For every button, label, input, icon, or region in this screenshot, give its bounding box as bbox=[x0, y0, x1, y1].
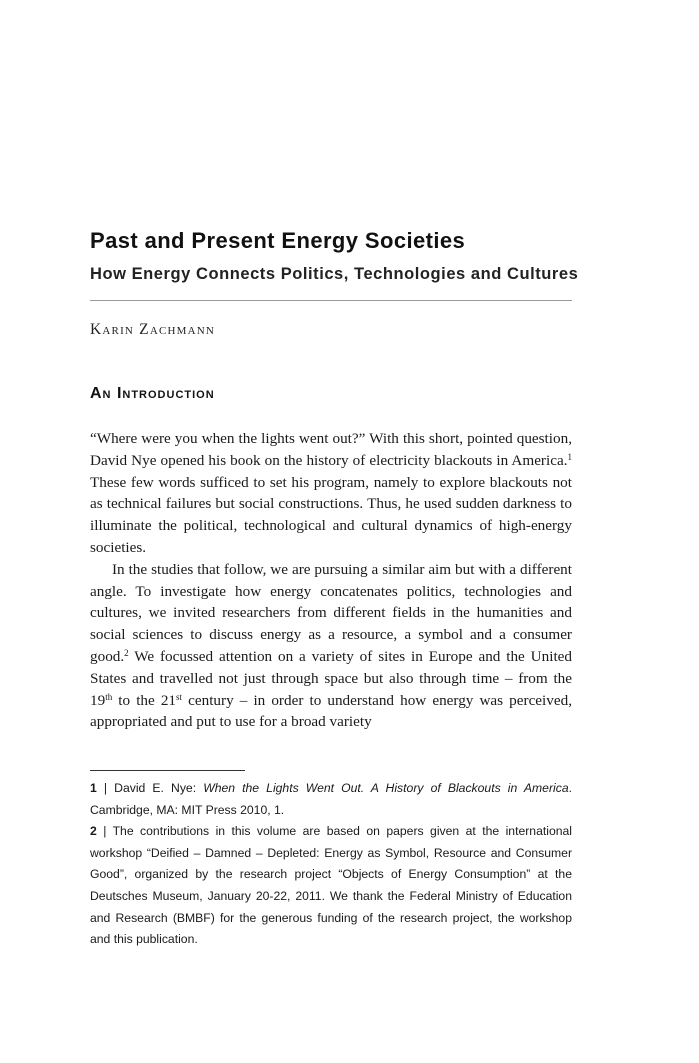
footnote-1-author: David E. Nye: bbox=[114, 781, 204, 795]
footnotes bbox=[90, 778, 572, 951]
footnote-1-number: 1 bbox=[90, 781, 97, 795]
paragraph-2-text-a: In the studies that follow, we are pursuing a similar aim but with a different angle. To investigate how energy concatenates politics, technologies and cultures, we invited researchers from different fields in the humanities and social sciences to discuss energy as a resource, a symbol and a consumer good. bbox=[90, 560, 572, 665]
paragraph-2-text-d: century – in order to understand how energy was perceived, appropriated and put to use for a broad variety bbox=[90, 691, 572, 731]
paragraph-1 bbox=[90, 428, 572, 559]
chapter-title: Past and Present Energy Societies bbox=[90, 228, 466, 253]
paragraph-1-text-b: These few words sufficed to set his program, namely to explore blackouts not as technical failures but social constructions. Thus, he used sudden darkness to illuminate the political, technological and cultural dynamics of high-energy societies. bbox=[90, 473, 572, 556]
paragraph-2 bbox=[90, 559, 572, 733]
footnote-2-text: The contributions in this volume are based on papers given at the international workshop “Deified – Damned – Depleted: Energy as Symbol, Resource and Consumer Good”, organized by the research project “Objects of Energy Consumption” at the Deutsches Museum, January 20-22, 2011. We thank the Federal Ministry of Education and Research (BMBF) for the generous funding of the research project, the workshop and this publication. bbox=[90, 824, 572, 947]
footnote-2-number: 2 bbox=[90, 824, 97, 839]
footnote-2-separator: | bbox=[96, 824, 113, 839]
footnote-ref-1: 1 bbox=[567, 451, 572, 462]
chapter-subtitle: How Energy Connects Politics, Technologies and Cultures bbox=[90, 265, 579, 283]
footnote-1 bbox=[90, 778, 572, 821]
title-divider bbox=[90, 300, 572, 301]
section-heading: An Introduction bbox=[90, 385, 215, 402]
ordinal-suffix-th: th bbox=[105, 691, 113, 702]
paragraph-2-text-b: We focussed attention on a variety of sites in Europe and the United States and travelled not just through space but also through time – from the 19 bbox=[90, 647, 572, 709]
footnote-divider bbox=[90, 770, 245, 771]
footnote-1-rest: . Cambridge, MA: MIT Press 2010, 1. bbox=[90, 781, 572, 817]
footnote-2 bbox=[90, 821, 572, 951]
footnote-ref-2: 2 bbox=[124, 647, 129, 658]
footnote-1-separator: | bbox=[96, 781, 115, 795]
body-text bbox=[90, 428, 572, 733]
author-name: Karin Zachmann bbox=[90, 321, 216, 338]
ordinal-suffix-st: st bbox=[176, 691, 183, 702]
paragraph-2-text-c: to the 21 bbox=[112, 691, 177, 709]
paragraph-1-text-a: “Where were you when the lights went out?” With this short, pointed question, David Nye opened his book on the history of electricity blackouts in America. bbox=[90, 430, 572, 469]
footnote-1-title: When the Lights Went Out. A History of Blackouts in America bbox=[203, 781, 569, 795]
